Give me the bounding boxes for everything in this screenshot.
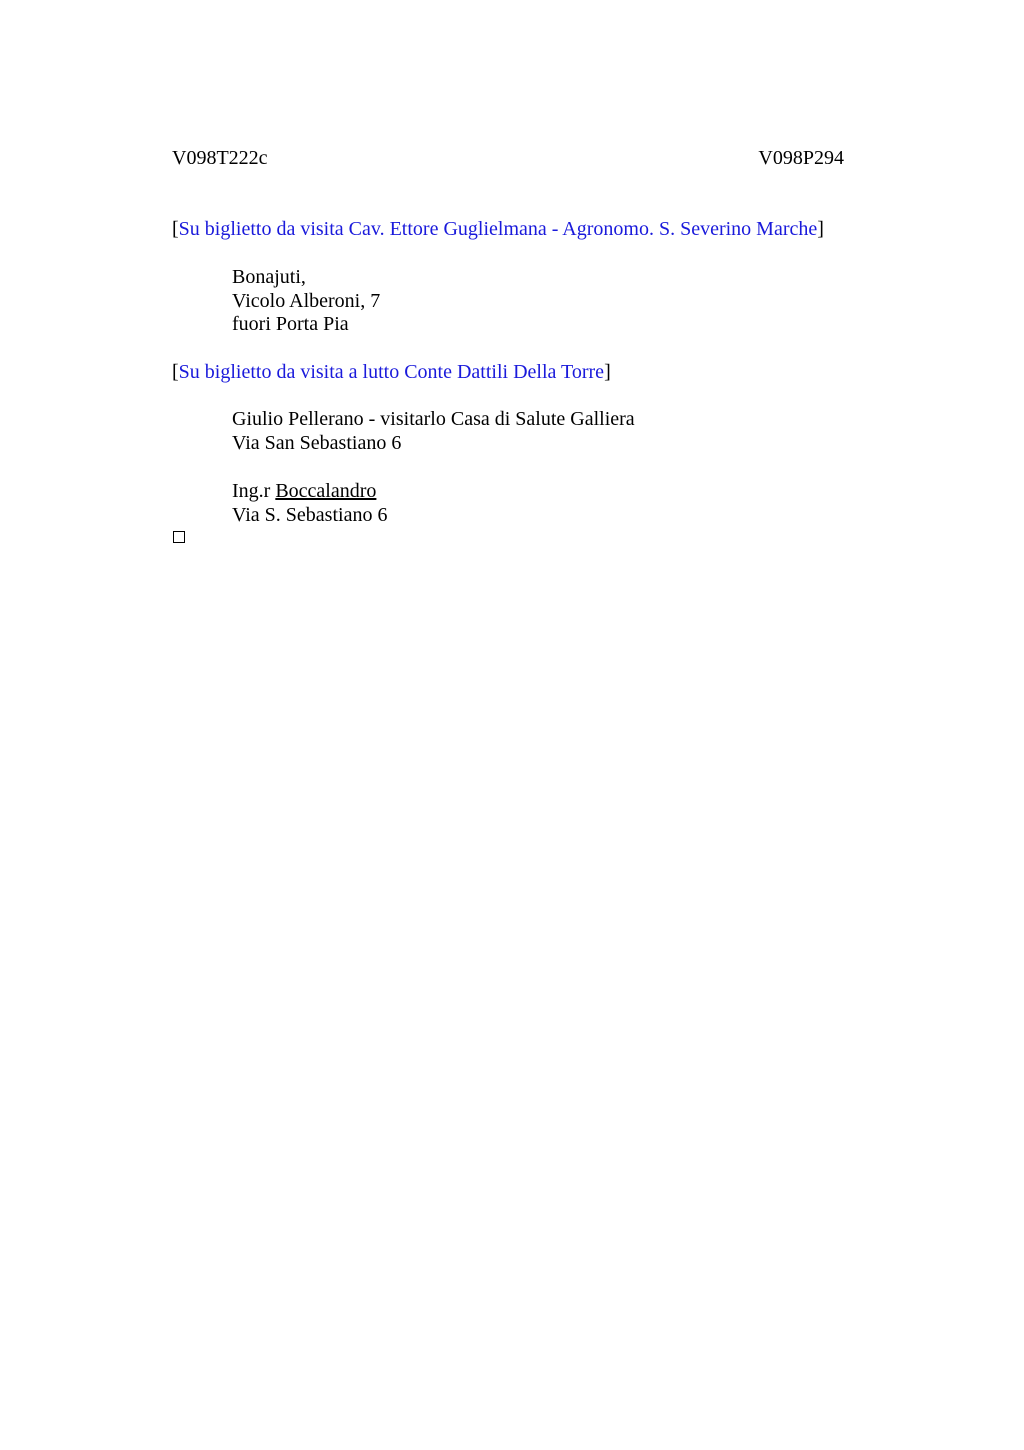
note-text: Su biglietto da visita a lutto Conte Dattili Della Torre [178, 361, 605, 383]
editorial-note-2 [172, 361, 611, 384]
end-of-page-box-icon [173, 531, 185, 543]
document-code-right: V098P294 [758, 147, 844, 169]
address-line: Via S. Sebastiano 6 [232, 503, 388, 526]
address-block-2 [232, 408, 635, 455]
address-line: Via San Sebastiano 6 [232, 431, 402, 454]
address-line: Bonajuti, [232, 266, 306, 288]
address-block-3 [232, 480, 387, 527]
address-line: fuori Porta Pia [232, 313, 349, 335]
address-line: Giulio Pellerano - visitarlo Casa di Salute Galliera [232, 408, 635, 430]
document-code-left: V098T222c [172, 147, 268, 169]
address-line [232, 480, 387, 504]
editorial-note-1 [172, 218, 824, 241]
address-block-1 [232, 266, 380, 337]
note-text: Su biglietto da visita Cav. Ettore Guglielmana - Agronomo. S. Severino Marche [178, 218, 818, 240]
title-prefix: Ing.r [232, 480, 276, 502]
underlined-name: Boccalandro [275, 480, 377, 502]
note-close-bracket: ] [817, 218, 824, 240]
note-open-bracket: [ [172, 218, 179, 240]
note-close-bracket: ] [604, 361, 611, 383]
page-header [172, 147, 846, 171]
address-line: Vicolo Alberoni, 7 [232, 289, 381, 312]
note-open-bracket: [ [172, 361, 179, 383]
